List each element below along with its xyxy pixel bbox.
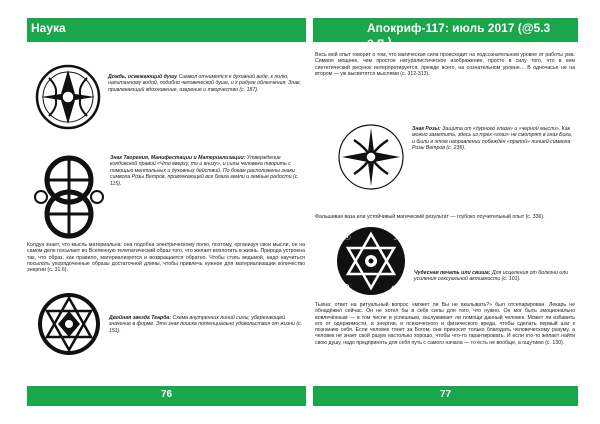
item2-caption: [110, 155, 304, 187]
rose-sign-emblem-icon: [336, 122, 406, 192]
right-item1-title: Знак Розы:: [412, 126, 441, 132]
right-note: Фальшивая ваза или устойчивый магический результат — глубоко поучительный опыт (с. 336).: [315, 214, 545, 220]
right-intro-paragraph: Весь мой опыт говорит о том, что магическая сила происходит на подсознательном уровне от работы ума. Символ мощнее, чем простое натуралистическое изображение, просто в силу того, что в нем синтетический рисунок интерпретируется, прежде всего, на сознательном уровне… В одночасье не на втором — уж высветятся мыслями (с. 312-313).: [315, 52, 575, 77]
svg-text:♀: ♀: [344, 283, 350, 292]
double-star-emblem-icon: [36, 291, 102, 357]
rain-soul-emblem-icon: [35, 64, 101, 130]
creation-sign-emblem-icon: [33, 150, 105, 240]
left-body-paragraph: Колдун знает, что мысль материальна: она подобна электрическому полю, поэтому, организуя свои мысли, он на самом деле посылает во Вселенную телепатический образ того, что желает воплотить в жизнь. Природа устроена так, что образ, как правило, материализуется и возвращается обратно. Чтобы стать ведьмой, надо научиться посылать упорядоченные образы достаточной длины, чтобы привлечь нужное для материализации количество энергии (с. 31.6).: [27, 242, 305, 274]
item1-title: Дождь, освежающий душу: [108, 74, 178, 80]
item1-text: Символ отнимется к духовной воде, к полю, напитанному водой, подобно человеческой душе, и к радуге облегчения. Знак, привлекающий вдохновение, озарение и творчество (с. 187).: [108, 74, 301, 93]
right-footer-bar: [313, 386, 578, 406]
left-header-bar: [27, 18, 306, 42]
issue-title: Апокриф-117: июль 2017 (@5.3 е.п.): [367, 21, 551, 49]
right-body-paragraph: Тыхна: ответ на ритуальный вопрос «может ли Вы не вкалывать?» был отсепарирован. Лекарь не обнадёжил сейчас. Он не хотел бы в себя силы для того, что нужно. Он мог быть эмоционально вовлечённым — в том числе и успешным, заслуживает ли помощи данный человек. Может ли избавить его от одержимости, и энергии, и психического и физического вреда, чтобы сделать первый шаг к познанию себя. Если человек тянет за Богом, она приносит только благодать человеческому разуму, а человек не знает свой разум настолько хорошо, чтобы что-то гарантировать. И если кто-то желает найти свою душу, надо предпринять для себя путь с самого начала — то есть не вообще, а ощутимо (с. 130).: [315, 302, 575, 346]
item2-text: Утверждение колдовской правой «Что вверху, то и внизу», и силы человека творить с помощью ментальных и духовных действий. По бокам расположены знаки символа Розы Ветров, привлекающей все блага земли и земные радости (с. 115).: [110, 155, 299, 187]
right-item2-caption: [414, 270, 574, 283]
item3-title: Двойная звезда Теарда:: [109, 315, 172, 321]
right-header-bar: [313, 18, 578, 49]
item3-text: Схема внутренних линий силы, уберегающей значение в форме. Это знак поиска потенциально удовольствия от жизни (с. 151).: [109, 315, 303, 334]
svg-text:☉: ☉: [344, 233, 352, 242]
right-item2-text: Для исцеления от болезни или усиления сексуальной активности (с. 101).: [414, 270, 569, 283]
svg-text:☽: ☽: [391, 233, 399, 242]
right-item1-caption: [412, 126, 574, 152]
right-item2-title: Чудесная печать или свиша:: [414, 270, 491, 276]
item2-title: Знак Творения, Манифестации и Материализации:: [110, 155, 246, 161]
svg-text:♂: ♂: [391, 283, 399, 292]
section-title: Наука: [31, 21, 66, 35]
item3-caption: [109, 315, 303, 334]
left-footer-bar: [27, 386, 306, 406]
right-page-number: 77: [439, 389, 452, 400]
left-page-number: 76: [160, 389, 173, 400]
item1-caption: [108, 74, 304, 93]
seal-emblem-icon: [334, 224, 408, 298]
right-item1-text: Защита от «дурного глаза» и «черной мысли». Как можно заметить, здесь из трех «глаз» не смотрят в глаз Бога, и были в этом направлении побеждён «прапой» линией символа Розы Ветров (с. 236).: [412, 126, 573, 152]
